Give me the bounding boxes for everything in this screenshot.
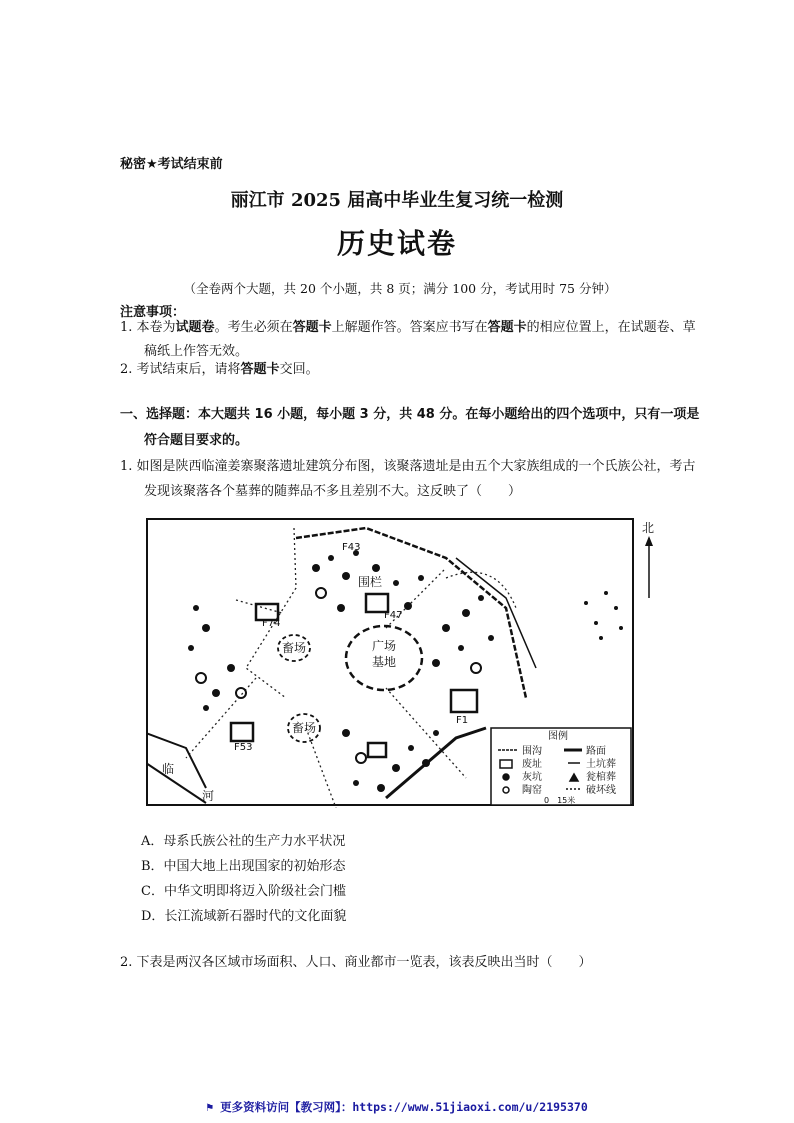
flag-icon: ⚑ [206, 1100, 221, 1114]
option-c: C．中华文明即将迈入阶级社会门槛 [141, 884, 346, 899]
svg-text:河: 河 [202, 789, 215, 803]
svg-text:基地: 基地 [372, 655, 397, 669]
svg-text:破坏线: 破坏线 [586, 785, 616, 796]
svg-text:陶窑: 陶窑 [522, 785, 542, 796]
svg-text:土坑葬: 土坑葬 [586, 759, 616, 770]
svg-text:围沟: 围沟 [522, 746, 542, 757]
svg-text:灰坑: 灰坑 [522, 772, 542, 783]
svg-text:路面: 路面 [586, 746, 606, 757]
svg-text:0 15米: 0 15米 [544, 796, 576, 805]
svg-text:围栏: 围栏 [358, 575, 383, 589]
svg-text:F43: F43 [342, 542, 361, 553]
option-b: B．中国大地上出现国家的初始形态 [141, 859, 346, 874]
svg-text:畜场: 畜场 [282, 641, 307, 655]
footer-link[interactable]: ⚑ 更多资料访问【教习网】：https://www.51jiaoxi.com/u/2195370 [206, 1100, 588, 1114]
exam-info: （全卷两个大题，共 20 个小题，共 8 页；满分 100 分，考试用时 75 分钟） [183, 281, 617, 296]
svg-text:F47: F47 [384, 610, 403, 621]
svg-text:F53: F53 [234, 742, 253, 753]
svg-text:北: 北 [642, 521, 655, 535]
notice-item-1: 1. 本卷为试题卷。考生必须在答题卡上解题作答。答案应书写在答题卡的相应位置上，在试题卷、草稿纸上作答无效。 [120, 320, 696, 359]
svg-text:F1: F1 [456, 715, 469, 726]
exam-title: 丽江市 2025 届高中毕业生复习统一检测 [230, 190, 564, 211]
question-2-stem: 2. 下表是两汉各区域市场面积、人口、商业都市一览表，该表反映出当时（ ） [120, 955, 592, 970]
option-d: D．长江流域新石器时代的文化面貌 [141, 909, 347, 924]
svg-text:临: 临 [162, 762, 175, 776]
svg-text:广场: 广场 [372, 639, 397, 653]
confidential-label: 秘密★考试结束前 [120, 157, 223, 172]
notice-heading: 注意事项： [120, 305, 186, 320]
subject-title: 历史试卷 [336, 227, 457, 260]
svg-text:瓮棺葬: 瓮棺葬 [586, 772, 616, 783]
svg-text:图例: 图例 [548, 731, 568, 742]
svg-text:废址: 废址 [522, 759, 542, 770]
notice-item-2: 2. 考试结束后，请将答题卡交回。 [120, 362, 319, 377]
svg-text:畜场: 畜场 [292, 721, 317, 735]
section-heading: 一、选择题：本大题共 16 小题，每小题 3 分，共 48 分。在每小题给出的四个选项中，只有一项是符合题目要求的。 [120, 407, 700, 448]
question-1-stem: 1. 如图是陕西临潼姜寨聚落遗址建筑分布图，该聚落遗址是由五个大家族组成的一个氏族公社，考古发现该聚落各个墓葬的随葬品不多且差别不大。这反映了（ ） [120, 459, 696, 499]
option-a: A．母系氏族公社的生产力水平状况 [141, 834, 346, 849]
svg-text:F74: F74 [262, 618, 281, 629]
settlement-map [146, 518, 666, 808]
